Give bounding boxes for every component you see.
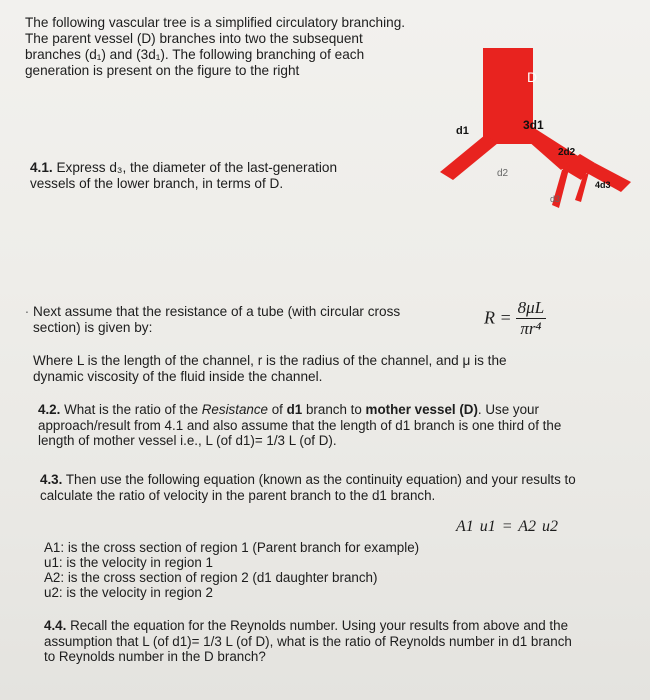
q42-seg1: What is the ratio of the xyxy=(60,402,202,417)
where-line-2: dynamic viscosity of the fluid inside the channel. xyxy=(33,369,323,384)
continuity-definitions xyxy=(44,540,419,600)
intro-line-1: The following vascular tree is a simplified circulatory branching. xyxy=(25,15,406,30)
question-4-4-line-3: to Reynolds number in the D branch? xyxy=(44,649,266,664)
resistance-equation xyxy=(484,298,546,338)
margin-dot: . xyxy=(25,300,29,316)
question-4-2 xyxy=(38,402,561,449)
continuity-equation: A1 u1 = A2 u2 xyxy=(456,518,559,535)
label-d1: d1 xyxy=(456,125,469,137)
question-4-1-line-2: vessels of the lower branch, in terms of D. xyxy=(30,176,284,191)
equation-numerator: 8μL xyxy=(517,298,545,317)
question-4-2-line-3: length of mother vessel i.e., L (of d1)= 1/3 L (of D). xyxy=(38,433,337,448)
vessel-d1 xyxy=(440,135,498,180)
intro-paragraph xyxy=(25,15,405,79)
intro-line-3: branches (d₁) and (3d₁). The following branching of each xyxy=(25,47,365,62)
where-paragraph xyxy=(33,353,507,385)
definition-u2: u2: is the velocity in region 2 xyxy=(44,585,213,600)
definition-a2: A2: is the cross section of region 2 (d1 daughter branch) xyxy=(44,570,378,585)
q42-seg2: of xyxy=(268,402,287,417)
question-4-2-number: 4.2. xyxy=(38,402,61,417)
q42-seg3: branch to xyxy=(302,402,366,417)
label-D: D xyxy=(527,69,538,85)
question-4-3 xyxy=(40,472,576,503)
q42-resistance-word: Resistance xyxy=(201,402,269,417)
question-4-1 xyxy=(30,160,337,192)
resistance-line-2: section) is given by: xyxy=(33,320,153,335)
vascular-tree-diagram xyxy=(435,20,635,270)
resistance-line-1: Next assume that the resistance of a tube (with circular cross xyxy=(33,304,401,319)
q42-mother-vessel: mother vessel (D) xyxy=(365,402,478,417)
intro-line-4: generation is present on the figure to the right xyxy=(25,63,300,78)
vascular-tree-figure xyxy=(435,20,635,270)
definition-a1: A1: is the cross section of region 1 (Parent branch for example) xyxy=(44,540,420,555)
label-d3: d3 xyxy=(550,194,561,204)
question-4-1-text: Express d₃, the diameter of the last-generation xyxy=(52,160,338,175)
question-4-4 xyxy=(44,618,572,665)
question-4-2-line-2: approach/result from 4.1 and also assume that the length of d1 branch is one third of the xyxy=(38,417,562,433)
label-4d3: 4d3 xyxy=(595,180,611,190)
question-4-3-text: Then use the following equation (known as the continuity equation) and your results to xyxy=(62,472,576,487)
equation-fraction xyxy=(516,298,547,338)
question-4-1-number: 4.1. xyxy=(30,160,53,175)
q42-d1: d1 xyxy=(286,402,303,417)
question-4-4-line-2: assumption that L (of d1)= 1/3 L (of D), what is the ratio of Reynolds number in d1 branch xyxy=(44,633,572,649)
label-d2: d2 xyxy=(497,168,509,179)
question-4-4-text: Recall the equation for the Reynolds number. Using your results from above and the xyxy=(66,618,569,633)
q42-seg4: . Use your xyxy=(477,402,539,417)
label-2d2: 2d2 xyxy=(558,147,576,158)
intro-line-2: The parent vessel (D) branches into two the subsequent xyxy=(25,31,363,46)
question-4-3-number: 4.3. xyxy=(40,472,63,487)
resistance-paragraph xyxy=(33,304,400,336)
question-4-3-line-2: calculate the ratio of velocity in the parent branch to the d1 branch. xyxy=(40,487,436,503)
where-line-1: Where L is the length of the channel, r is the radius of the channel, and μ is the xyxy=(33,353,507,368)
definition-u1: u1: is the velocity in region 1 xyxy=(44,555,213,570)
equation-lhs: R = xyxy=(484,307,512,328)
equation-denominator: πr⁴ xyxy=(520,319,542,338)
question-4-4-number: 4.4. xyxy=(44,618,67,633)
label-3d1: 3d1 xyxy=(523,118,544,132)
